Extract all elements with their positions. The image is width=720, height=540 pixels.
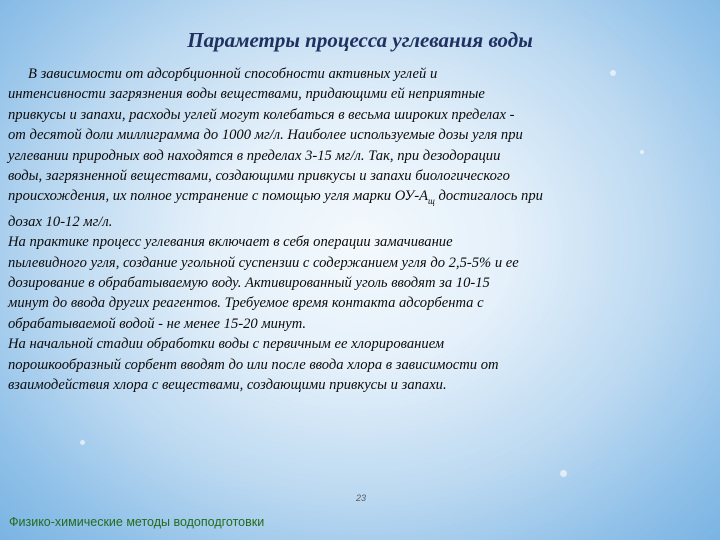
text-line: пылевидного угля, создание угольной суспензии с содержанием угля до 2,5-5% и ее [8, 254, 519, 271]
text-line: обрабатываемой водой - не менее 15-20 минут. [8, 315, 307, 332]
sparkle-decoration [80, 440, 85, 445]
text-line: от десятой доли миллиграмма до 1000 мг/л. Наиболее используемые дозы угля при [8, 127, 523, 144]
text-line: взаимодействия хлора с веществами, создающими привкусы и запахи. [8, 377, 447, 393]
text-line: дозах 10-12 мг/л. [8, 213, 113, 230]
text-line-prefix: происхождения, их полное устранение с помощью угля марки ОУ-А [8, 188, 429, 205]
slide-title: Параметры процесса углевания воды [187, 28, 533, 52]
text-line: На практике процесс углевания включает в себя операции замачивание [8, 234, 453, 251]
text-line: В зависимости от адсорбционной способности активных углей и [28, 66, 438, 82]
text-line: привкусы и запахи, расходы углей могут колебаться в весьма широких пределах - [8, 106, 515, 123]
slide-body [8, 64, 714, 395]
paragraph-2 [8, 232, 714, 334]
paragraph-1 [8, 64, 714, 232]
text-line: минут до ввода других реагентов. Требуемое время контакта адсорбента с [8, 295, 484, 312]
coal-grade-subscript: щ [428, 196, 435, 207]
text-line: интенсивности загрязнения воды веществами, придающими ей неприятные [8, 86, 485, 103]
page-number: 23 [356, 493, 367, 503]
paragraph-3 [8, 334, 714, 395]
footer-caption: Физико-химические методы водоподготовки [9, 515, 265, 529]
text-line: На начальной стадии обработки воды с первичным ее хлорированием [8, 336, 445, 353]
sparkle-decoration [560, 470, 567, 477]
text-line: углевании природных вод находятся в пределах 3-15 мг/л. Так, при дезодорации [8, 147, 501, 164]
text-line: дозирование в обрабатываемую воду. Активированный уголь вводят за 10-15 [8, 274, 490, 291]
text-line: воды, загрязненной веществами, создающими привкусы и запахи биологического [8, 168, 510, 185]
text-line-suffix: достигалось при [434, 188, 543, 205]
text-line [8, 186, 714, 211]
text-line: порошкообразный сорбент вводят до или после ввода хлора в зависимости от [8, 356, 499, 373]
